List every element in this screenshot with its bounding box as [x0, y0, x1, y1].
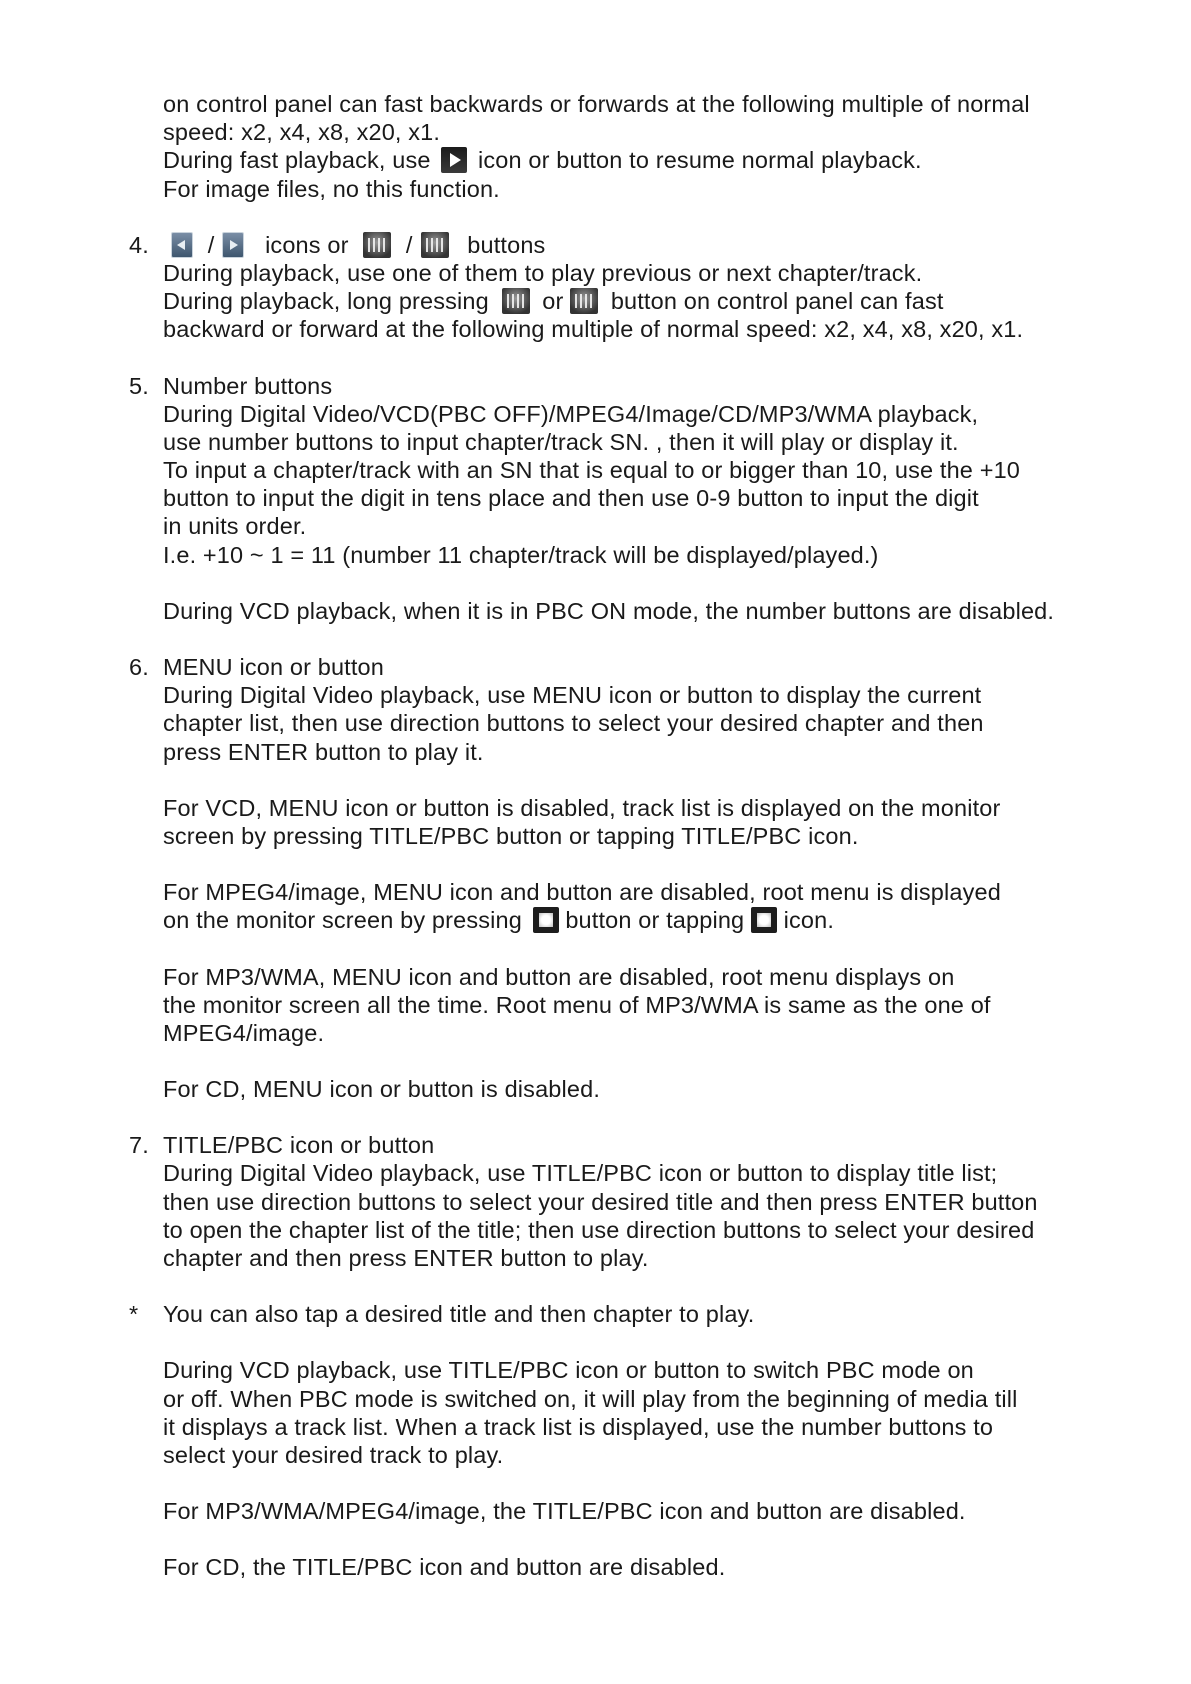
item-title: TITLE/PBC icon or button [163, 1132, 435, 1159]
next-track-icon [222, 232, 244, 258]
text: then use direction buttons to select your desired title and then press ENTER button [163, 1188, 1038, 1215]
text: screen by pressing TITLE/PBC button or tapping TITLE/PBC icon. [163, 822, 859, 849]
text-line [0, 822, 1191, 850]
text: button on control panel can fast [610, 288, 944, 315]
text-line [0, 1497, 1191, 1525]
text-line [0, 90, 1191, 118]
text-line [0, 738, 1191, 766]
text-line [0, 484, 1191, 512]
text-line [0, 597, 1191, 625]
text: / [405, 231, 413, 258]
text: buttons [467, 231, 546, 258]
text-line [0, 1244, 1191, 1272]
text-line [0, 991, 1191, 1019]
text: For MP3/WMA/MPEG4/image, the TITLE/PBC icon and button are disabled. [163, 1498, 966, 1525]
note-line [0, 1300, 1191, 1328]
text-line [0, 1356, 1191, 1384]
text: During VCD playback, when it is in PBC ON mode, the number buttons are disabled. [163, 597, 1055, 624]
text-line [0, 541, 1191, 569]
text: use number buttons to input chapter/track SN. , then it will play or display it. [163, 428, 959, 455]
text-line [0, 400, 1191, 428]
text-line [0, 146, 1191, 174]
text: During playback, long pressing [163, 288, 489, 315]
text: MPEG4/image. [163, 1019, 325, 1046]
text: icon. [783, 907, 835, 934]
item-title: Number buttons [163, 372, 333, 399]
text: During Digital Video playback, use TITLE/PBC icon or button to display title list; [163, 1160, 998, 1187]
text: For image files, no this function. [163, 175, 500, 202]
text: chapter list, then use direction buttons to select your desired chapter and then [163, 710, 984, 737]
text: For MP3/WMA, MENU icon and button are disabled, root menu displays on [163, 963, 955, 990]
item-5-heading [0, 372, 1191, 400]
note-asterisk: * [129, 1301, 139, 1328]
text: During fast playback, use [163, 147, 431, 174]
item-7-heading [0, 1131, 1191, 1159]
text: For MPEG4/image, MENU icon and button are disabled, root menu is displayed [163, 879, 1001, 906]
text: press ENTER button to play it. [163, 738, 484, 765]
text: on control panel can fast backwards or forwards at the following multiple of normal [163, 91, 1030, 117]
text: or [542, 288, 564, 315]
text-line [0, 1413, 1191, 1441]
text-line [0, 1553, 1191, 1581]
text: For VCD, MENU icon or button is disabled, track list is displayed on the monitor [163, 794, 1001, 821]
text: it displays a track list. When a track list is displayed, use the number buttons to [163, 1413, 994, 1440]
item-title: MENU icon or button [163, 654, 384, 680]
text: button or tapping [565, 907, 745, 934]
root-menu-icon [751, 907, 777, 933]
text-line [0, 709, 1191, 737]
text: / [207, 231, 215, 258]
text: During Digital Video playback, use MENU icon or button to display the current [163, 682, 982, 709]
note-text: You can also tap a desired title and then chapter to play. [163, 1301, 755, 1328]
text-line [0, 315, 1191, 343]
item-6-heading [0, 653, 1191, 681]
text-line [0, 1159, 1191, 1187]
item-4-heading [0, 231, 1191, 259]
text-line [0, 287, 1191, 315]
item-number: 5. [129, 372, 149, 399]
text-line [0, 1188, 1191, 1216]
text-line [0, 1019, 1191, 1047]
text: During Digital Video/VCD(PBC OFF)/MPEG4/Image/CD/MP3/WMA playback, [163, 400, 979, 427]
text: icon or button to resume normal playback. [477, 147, 922, 174]
text: on the monitor screen by pressing [163, 907, 522, 934]
text-line [0, 512, 1191, 540]
item-number: 7. [129, 1132, 149, 1159]
text: For CD, the TITLE/PBC icon and button are disabled. [163, 1554, 726, 1581]
text: backward or forward at the following multiple of normal speed: x2, x4, x8, x20, x1. [163, 316, 1024, 343]
text: select your desired track to play. [163, 1441, 504, 1468]
text: To input a chapter/track with an SN that is equal to or bigger than 10, use the +10 [163, 457, 1021, 484]
root-menu-button-icon [533, 907, 559, 933]
play-icon [441, 147, 467, 173]
text-line [0, 1441, 1191, 1469]
text-line [0, 1216, 1191, 1244]
item-number: 6. [129, 654, 149, 680]
text: During playback, use one of them to play previous or next chapter/track. [163, 259, 923, 286]
text: icons or [265, 231, 349, 258]
text: to open the chapter list of the title; then use direction buttons to select your desired [163, 1216, 1035, 1243]
previous-track-icon [171, 232, 193, 258]
text-line [0, 175, 1191, 203]
text-line [0, 963, 1191, 991]
text-line [0, 428, 1191, 456]
text: During VCD playback, use TITLE/PBC icon or button to switch PBC mode on [163, 1357, 974, 1384]
text: speed: x2, x4, x8, x20, x1. [163, 119, 441, 146]
text-line [0, 259, 1191, 287]
skip-forward-button-icon [570, 288, 598, 314]
text-line [0, 794, 1191, 822]
text: or off. When PBC mode is switched on, it will play from the beginning of media till [163, 1385, 1018, 1412]
text: in units order. [163, 513, 307, 540]
text-line [0, 118, 1191, 146]
text-line [0, 878, 1191, 906]
skip-back-button-icon [502, 288, 530, 314]
text-line [0, 456, 1191, 484]
manual-page [0, 90, 1191, 1582]
text: button to input the digit in tens place and then use 0-9 button to input the digit [163, 485, 979, 512]
skip-back-button-icon [363, 232, 391, 258]
text: the monitor screen all the time. Root menu of MP3/WMA is same as the one of [163, 991, 991, 1018]
text-line [0, 1075, 1191, 1103]
text-line [0, 906, 1191, 934]
text: For CD, MENU icon or button is disabled. [163, 1076, 600, 1103]
text: chapter and then press ENTER button to play. [163, 1245, 649, 1271]
text: I.e. +10 ~ 1 = 11 (number 11 chapter/track will be displayed/played.) [163, 541, 879, 568]
text-line [0, 681, 1191, 709]
item-number: 4. [129, 231, 149, 258]
skip-forward-button-icon [421, 232, 449, 258]
text-line [0, 1385, 1191, 1413]
